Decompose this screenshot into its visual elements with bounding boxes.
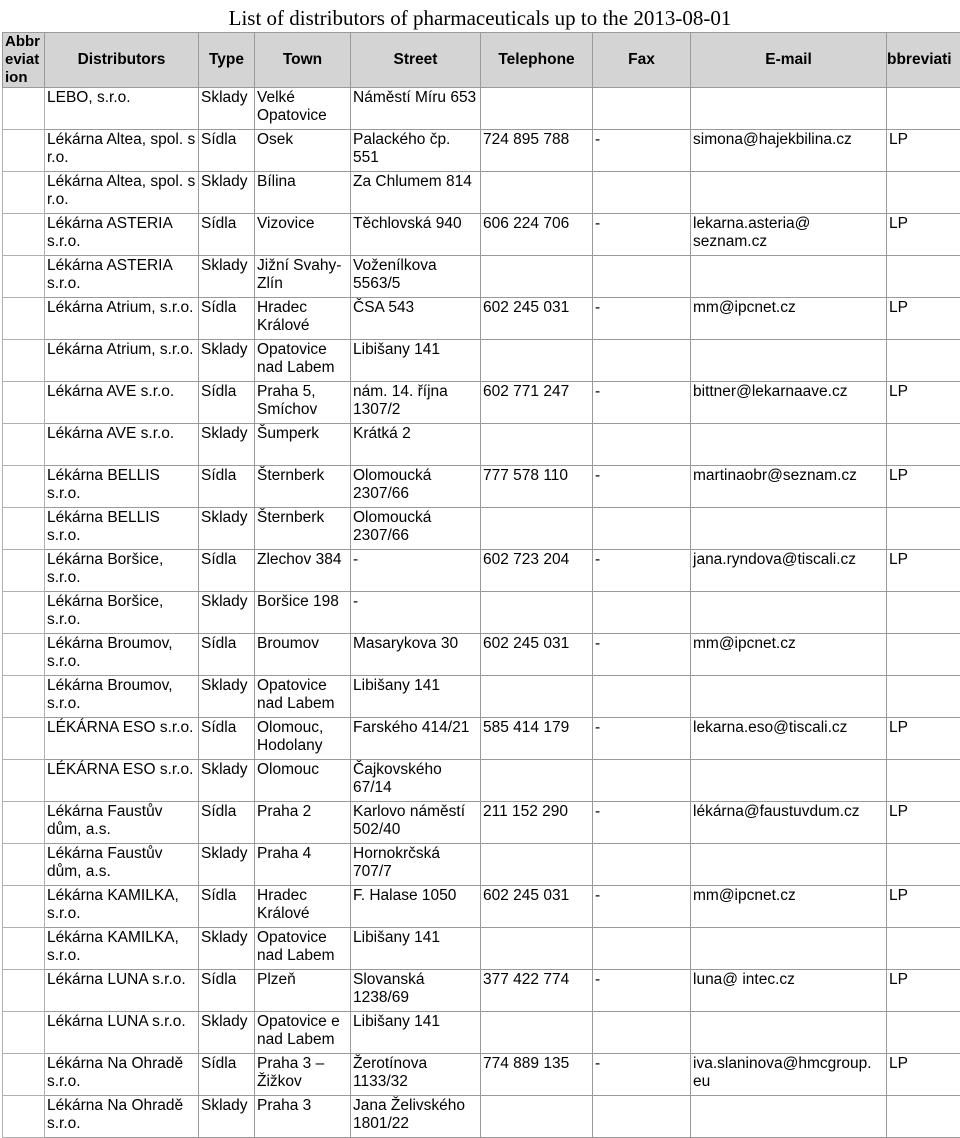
cell-empty [3, 970, 45, 1012]
cell-empty [3, 298, 45, 340]
cell-town: Olomouc [255, 760, 351, 802]
cell-fax [593, 592, 691, 634]
cell-street: Libišany 141 [351, 676, 481, 718]
cell-email: lékárna@faustuvdum.cz [691, 802, 887, 844]
table-row [3, 676, 960, 718]
cell-telephone: 602 245 031 [481, 298, 593, 340]
cell-email: lekarna.eso@tiscali.cz [691, 718, 887, 760]
table-row [3, 256, 960, 298]
cell-town: Jižní Svahy- Zlín [255, 256, 351, 298]
table-row [3, 382, 960, 424]
table-row [3, 424, 960, 466]
cell-fax: - [593, 550, 691, 592]
cell-abbreviation: LP [887, 382, 960, 424]
cell-telephone [481, 508, 593, 550]
cell-fax [593, 172, 691, 214]
cell-type: Sklady [199, 340, 255, 382]
cell-telephone [481, 1012, 593, 1054]
cell-type: Sklady [199, 928, 255, 970]
distributors-table [2, 32, 960, 1138]
cell-street: Za Chlumem 814 [351, 172, 481, 214]
cell-street: F. Halase 1050 [351, 886, 481, 928]
cell-town: Osek [255, 130, 351, 172]
cell-distributor: Lékárna ASTERIA s.r.o. [45, 214, 199, 256]
cell-type: Sídla [199, 802, 255, 844]
cell-abbreviation [887, 340, 960, 382]
cell-street: Jana Želivského 1801/22 [351, 1096, 481, 1138]
cell-town: Praha 3 [255, 1096, 351, 1138]
cell-telephone [481, 1096, 593, 1138]
cell-street: Žerotínova 1133/32 [351, 1054, 481, 1096]
cell-telephone [481, 760, 593, 802]
cell-fax [593, 1096, 691, 1138]
cell-empty [3, 340, 45, 382]
cell-telephone [481, 88, 593, 130]
cell-empty [3, 382, 45, 424]
cell-email [691, 88, 887, 130]
cell-fax: - [593, 466, 691, 508]
cell-email: simona@hajekbilina.cz [691, 130, 887, 172]
col-header-telephone: Telephone [481, 33, 593, 88]
cell-street: Libišany 141 [351, 1012, 481, 1054]
cell-town: Šumperk [255, 424, 351, 466]
cell-empty [3, 676, 45, 718]
cell-telephone: 774 889 135 [481, 1054, 593, 1096]
cell-street: Slovanská 1238/69 [351, 970, 481, 1012]
cell-abbreviation [887, 844, 960, 886]
cell-town: Opatovice nad Labem [255, 676, 351, 718]
cell-abbreviation [887, 172, 960, 214]
cell-fax [593, 88, 691, 130]
cell-email: luna@ intec.cz [691, 970, 887, 1012]
cell-telephone: 602 245 031 [481, 634, 593, 676]
cell-street: Farského 414/21 [351, 718, 481, 760]
cell-street: Olomoucká 2307/66 [351, 508, 481, 550]
cell-abbreviation [887, 592, 960, 634]
cell-abbreviation: LP [887, 802, 960, 844]
cell-town: Hradec Králové [255, 886, 351, 928]
cell-fax: - [593, 298, 691, 340]
table-row [3, 760, 960, 802]
col-header-fax: Fax [593, 33, 691, 88]
cell-street: Těchlovská 940 [351, 214, 481, 256]
cell-type: Sklady [199, 1012, 255, 1054]
cell-telephone [481, 592, 593, 634]
cell-abbreviation [887, 676, 960, 718]
cell-type: Sídla [199, 466, 255, 508]
cell-empty [3, 508, 45, 550]
cell-distributor: Lékárna Altea, spol. s r.o. [45, 172, 199, 214]
cell-empty [3, 466, 45, 508]
cell-town: Šternberk [255, 466, 351, 508]
cell-telephone [481, 172, 593, 214]
col-header-abbreviation: bbreviati [887, 33, 960, 88]
cell-fax [593, 424, 691, 466]
table-row [3, 1012, 960, 1054]
cell-fax: - [593, 886, 691, 928]
cell-fax: - [593, 382, 691, 424]
cell-email [691, 928, 887, 970]
table-row [3, 592, 960, 634]
table-row [3, 340, 960, 382]
cell-email: lekarna.asteria@ seznam.cz [691, 214, 887, 256]
cell-type: Sídla [199, 886, 255, 928]
cell-distributor: Lékárna Altea, spol. s r.o. [45, 130, 199, 172]
cell-empty [3, 1012, 45, 1054]
cell-type: Sídla [199, 130, 255, 172]
cell-empty [3, 928, 45, 970]
cell-type: Sídla [199, 298, 255, 340]
cell-empty [3, 886, 45, 928]
cell-town: Bílina [255, 172, 351, 214]
cell-distributor: Lékárna KAMILKA, s.r.o. [45, 886, 199, 928]
cell-town: Praha 5, Smíchov [255, 382, 351, 424]
table-row [3, 1054, 960, 1096]
cell-type: Sklady [199, 760, 255, 802]
cell-distributor: Lékárna Broumov, s.r.o. [45, 676, 199, 718]
cell-fax: - [593, 802, 691, 844]
cell-email [691, 340, 887, 382]
cell-empty [3, 88, 45, 130]
table-row [3, 466, 960, 508]
cell-empty [3, 844, 45, 886]
cell-telephone: 602 771 247 [481, 382, 593, 424]
cell-abbreviation [887, 928, 960, 970]
cell-empty [3, 802, 45, 844]
cell-street: ČSA 543 [351, 298, 481, 340]
cell-type: Sídla [199, 718, 255, 760]
cell-type: Sídla [199, 1054, 255, 1096]
cell-street: Náměstí Míru 653 [351, 88, 481, 130]
cell-email: jana.ryndova@tiscali.cz [691, 550, 887, 592]
cell-telephone [481, 256, 593, 298]
cell-email [691, 676, 887, 718]
table-row [3, 634, 960, 676]
table-row [3, 508, 960, 550]
table-row [3, 550, 960, 592]
cell-town: Praha 3 – Žižkov [255, 1054, 351, 1096]
cell-fax [593, 760, 691, 802]
cell-email: mm@ipcnet.cz [691, 634, 887, 676]
cell-telephone: 602 723 204 [481, 550, 593, 592]
cell-distributor: Lékárna Atrium, s.r.o. [45, 340, 199, 382]
cell-abbreviation: LP [887, 130, 960, 172]
cell-email: mm@ipcnet.cz [691, 298, 887, 340]
cell-street: Voženílkova 5563/5 [351, 256, 481, 298]
table-row [3, 88, 960, 130]
cell-abbreviation [887, 256, 960, 298]
cell-town: Hradec Králové [255, 298, 351, 340]
cell-street: Libišany 141 [351, 340, 481, 382]
cell-empty [3, 1054, 45, 1096]
cell-email: bittner@lekarnaave.cz [691, 382, 887, 424]
cell-distributor: LÉKÁRNA ESO s.r.o. [45, 760, 199, 802]
cell-street: Olomoucká 2307/66 [351, 466, 481, 508]
cell-abbreviation [887, 634, 960, 676]
cell-email [691, 1096, 887, 1138]
cell-fax [593, 256, 691, 298]
cell-street: - [351, 550, 481, 592]
cell-abbreviation [887, 508, 960, 550]
cell-fax: - [593, 718, 691, 760]
cell-town: Broumov [255, 634, 351, 676]
col-header-type: Type [199, 33, 255, 88]
cell-distributor: Lékárna LUNA s.r.o. [45, 970, 199, 1012]
cell-email: iva.slaninova@hmcgroup. eu [691, 1054, 887, 1096]
cell-type: Sklady [199, 256, 255, 298]
cell-abbreviation [887, 1096, 960, 1138]
cell-distributor: Lékárna KAMILKA, s.r.o. [45, 928, 199, 970]
page-title: List of distributors of pharmaceuticals up to the 2013-08-01 [0, 6, 960, 31]
cell-telephone: 777 578 110 [481, 466, 593, 508]
cell-empty [3, 256, 45, 298]
col-header-distributors: Distributors [45, 33, 199, 88]
cell-type: Sklady [199, 592, 255, 634]
cell-abbreviation: LP [887, 886, 960, 928]
cell-distributor: Lékárna ASTERIA s.r.o. [45, 256, 199, 298]
col-header-email: E-mail [691, 33, 887, 88]
cell-distributor: Lékárna Atrium, s.r.o. [45, 298, 199, 340]
cell-type: Sklady [199, 172, 255, 214]
table-row [3, 1096, 960, 1138]
cell-distributor: Lékárna Faustův dům, a.s. [45, 844, 199, 886]
cell-empty [3, 1096, 45, 1138]
cell-street: Karlovo náměstí 502/40 [351, 802, 481, 844]
cell-telephone: 377 422 774 [481, 970, 593, 1012]
cell-abbreviation [887, 88, 960, 130]
cell-abbreviation [887, 760, 960, 802]
cell-empty [3, 592, 45, 634]
cell-town: Plzeň [255, 970, 351, 1012]
cell-street: Libišany 141 [351, 928, 481, 970]
cell-email [691, 844, 887, 886]
cell-town: Vizovice [255, 214, 351, 256]
cell-street: Čajkovského 67/14 [351, 760, 481, 802]
cell-street: Krátká 2 [351, 424, 481, 466]
cell-telephone [481, 676, 593, 718]
cell-distributor: Lékárna Na Ohradě s.r.o. [45, 1054, 199, 1096]
cell-type: Sklady [199, 508, 255, 550]
cell-empty [3, 214, 45, 256]
table-row [3, 214, 960, 256]
cell-fax: - [593, 634, 691, 676]
cell-telephone [481, 928, 593, 970]
cell-type: Sídla [199, 550, 255, 592]
cell-distributor: Lékárna Boršice, s.r.o. [45, 550, 199, 592]
col-header-street: Street [351, 33, 481, 88]
cell-type: Sídla [199, 970, 255, 1012]
cell-abbreviation: LP [887, 214, 960, 256]
cell-empty [3, 172, 45, 214]
cell-telephone: 585 414 179 [481, 718, 593, 760]
cell-email [691, 172, 887, 214]
table-row [3, 970, 960, 1012]
table-row [3, 130, 960, 172]
cell-telephone: 211 152 290 [481, 802, 593, 844]
cell-email [691, 760, 887, 802]
cell-distributor: Lékárna AVE s.r.o. [45, 382, 199, 424]
cell-abbreviation: LP [887, 298, 960, 340]
cell-abbreviation: LP [887, 1054, 960, 1096]
cell-empty [3, 634, 45, 676]
cell-type: Sklady [199, 1096, 255, 1138]
cell-empty [3, 424, 45, 466]
cell-type: Sklady [199, 844, 255, 886]
cell-fax [593, 1012, 691, 1054]
col-header-town: Town [255, 33, 351, 88]
cell-town: Opatovice nad Labem [255, 340, 351, 382]
cell-distributor: Lékárna BELLIS s.r.o. [45, 508, 199, 550]
cell-street: - [351, 592, 481, 634]
cell-empty [3, 760, 45, 802]
cell-abbreviation: LP [887, 466, 960, 508]
cell-town: Praha 2 [255, 802, 351, 844]
cell-telephone [481, 424, 593, 466]
cell-town: Olomouc, Hodolany [255, 718, 351, 760]
cell-empty [3, 718, 45, 760]
cell-email: martinaobr@seznam.cz [691, 466, 887, 508]
cell-abbreviation [887, 1012, 960, 1054]
cell-fax [593, 340, 691, 382]
cell-abbreviation: LP [887, 718, 960, 760]
cell-street: nám. 14. října 1307/2 [351, 382, 481, 424]
cell-distributor: LEBO, s.r.o. [45, 88, 199, 130]
cell-town: Praha 4 [255, 844, 351, 886]
cell-fax: - [593, 214, 691, 256]
cell-type: Sídla [199, 214, 255, 256]
cell-email [691, 424, 887, 466]
cell-type: Sklady [199, 88, 255, 130]
cell-telephone [481, 844, 593, 886]
header-row [3, 33, 960, 88]
cell-street: Hornokrčská 707/7 [351, 844, 481, 886]
cell-distributor: Lékárna Broumov, s.r.o. [45, 634, 199, 676]
cell-type: Sklady [199, 676, 255, 718]
cell-town: Opatovice nad Labem [255, 928, 351, 970]
table-row [3, 844, 960, 886]
cell-town: Boršice 198 [255, 592, 351, 634]
cell-fax: - [593, 970, 691, 1012]
cell-type: Sklady [199, 424, 255, 466]
cell-abbreviation: LP [887, 550, 960, 592]
cell-town: Opatovice e nad Labem [255, 1012, 351, 1054]
cell-fax [593, 844, 691, 886]
table-row [3, 718, 960, 760]
cell-telephone [481, 340, 593, 382]
table-row [3, 928, 960, 970]
cell-type: Sídla [199, 634, 255, 676]
cell-distributor: Lékárna Na Ohradě s.r.o. [45, 1096, 199, 1138]
cell-fax [593, 928, 691, 970]
cell-type: Sídla [199, 382, 255, 424]
cell-telephone: 606 224 706 [481, 214, 593, 256]
table-row [3, 802, 960, 844]
cell-street: Palackého čp. 551 [351, 130, 481, 172]
cell-email: mm@ipcnet.cz [691, 886, 887, 928]
cell-email [691, 592, 887, 634]
cell-email [691, 1012, 887, 1054]
cell-fax: - [593, 130, 691, 172]
col-header-abbr: Abbr eviat ion [3, 33, 45, 88]
cell-email [691, 508, 887, 550]
cell-abbreviation [887, 424, 960, 466]
cell-town: Zlechov 384 [255, 550, 351, 592]
cell-fax: - [593, 1054, 691, 1096]
cell-distributor: Lékárna LUNA s.r.o. [45, 1012, 199, 1054]
cell-empty [3, 550, 45, 592]
cell-distributor: Lékárna Boršice, s.r.o. [45, 592, 199, 634]
table-row [3, 172, 960, 214]
cell-fax [593, 508, 691, 550]
cell-town: Velké Opatovice [255, 88, 351, 130]
cell-distributor: LÉKÁRNA ESO s.r.o. [45, 718, 199, 760]
cell-empty [3, 130, 45, 172]
table-row [3, 298, 960, 340]
cell-telephone: 602 245 031 [481, 886, 593, 928]
cell-street: Masarykova 30 [351, 634, 481, 676]
cell-telephone: 724 895 788 [481, 130, 593, 172]
cell-abbreviation: LP [887, 970, 960, 1012]
cell-email [691, 256, 887, 298]
cell-distributor: Lékárna BELLIS s.r.o. [45, 466, 199, 508]
cell-fax [593, 676, 691, 718]
cell-distributor: Lékárna AVE s.r.o. [45, 424, 199, 466]
cell-distributor: Lékárna Faustův dům, a.s. [45, 802, 199, 844]
table-row [3, 886, 960, 928]
cell-town: Šternberk [255, 508, 351, 550]
